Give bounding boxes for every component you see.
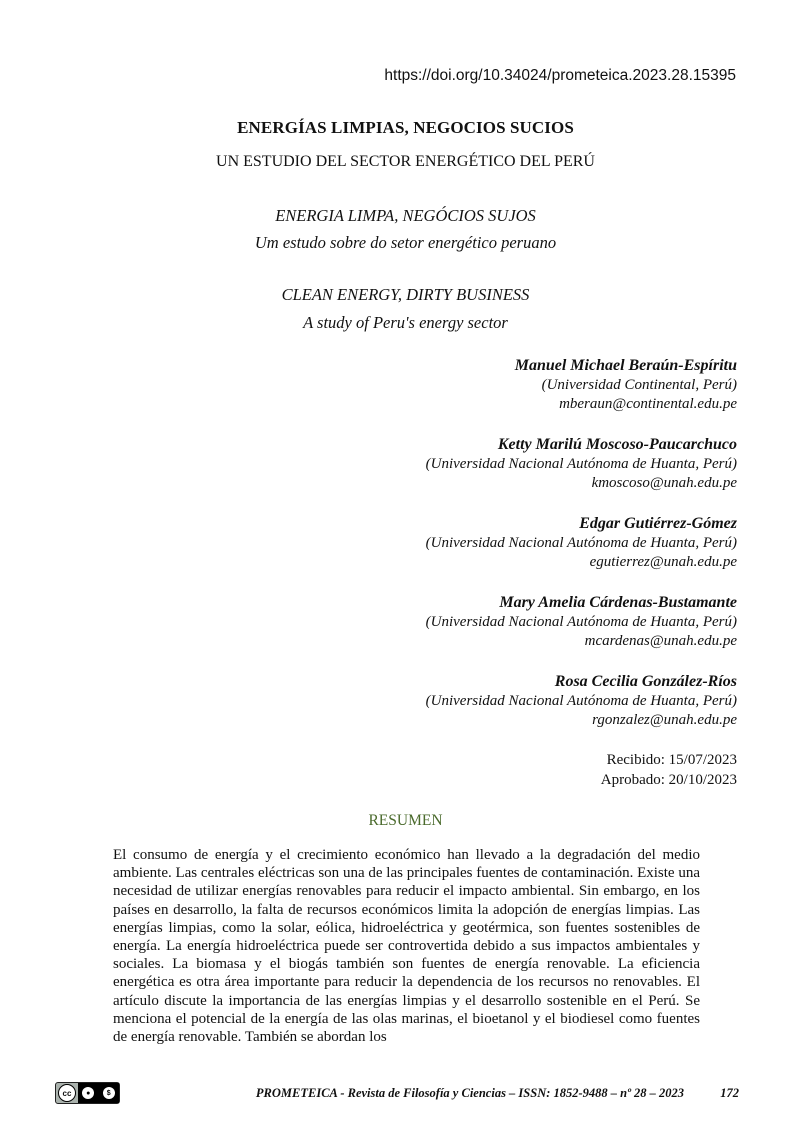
author-email[interactable]: kmoscoso@unah.edu.pe: [591, 475, 737, 491]
author-name: Rosa Cecilia González-Ríos: [554, 673, 737, 690]
author-entry: [426, 593, 737, 651]
author-name: Edgar Gutiérrez-Gómez: [579, 515, 737, 532]
journal-citation: PROMETEICA - Revista de Filosofía y Ciencias – ISSN: 1852-9488 – nº 28 – 2023: [255, 1086, 684, 1100]
cc-logo-icon: cc: [58, 1084, 76, 1102]
page-number: 172: [720, 1086, 739, 1100]
nc-icon: $: [103, 1087, 115, 1099]
subtitle-english: A study of Peru's energy sector: [303, 313, 508, 332]
author-entry: [426, 356, 737, 414]
abstract-text: El consumo de energía y el crecimiento económico han llevado a la degradación del medio ambiente. Las centrales eléctricas son una de las principales fuentes de contaminación. Existe una necesidad de utilizar energías renovables para reducir el impacto ambiental. Sin embargo, en los países en desarrollo, la falta de recursos económicos limita la adopción de energías limpias. Las energías limpias, como la solar, eólica, hidroeléctrica y geotérmica, son fuentes sostenibles de energía. La energía hidroeléctrica puede ser controvertida debido a sus impactos ambientales y sociales. La biomasa y el biogás también son fuentes de energía renovable. La eficiencia energética es otra área importante para reducir la dependencia de los recursos no renovables. El artículo discute la importancia de las energías limpias y el desarrollo sostenible en el Perú. Se menciona el potencial de la energía de las olas marinas, el bioetanol y el biodiesel como fuentes de energía renovable. También se abordan los: [113, 847, 700, 1046]
license-band: [78, 1083, 119, 1103]
author-affiliation: (Universidad Nacional Autónoma de Huanta, Perú): [425, 614, 737, 630]
abstract-heading: RESUMEN: [368, 812, 443, 829]
author-affiliation: (Universidad Nacional Autónoma de Huanta, Perú): [425, 693, 737, 709]
title-spanish: ENERGÍAS LIMPIAS, NEGOCIOS SUCIOS: [237, 118, 574, 137]
author-entry: [426, 514, 737, 572]
author-affiliation: (Universidad Nacional Autónoma de Huanta, Perú): [425, 535, 737, 551]
author-name: Manuel Michael Beraún-Espíritu: [514, 357, 737, 374]
author-entry: [426, 435, 737, 493]
author-list: [426, 356, 737, 751]
doi-link[interactable]: https://doi.org/10.34024/prometeica.2023.28.15395: [384, 67, 736, 84]
author-name: Ketty Marilú Moscoso-Paucarchuco: [497, 436, 737, 453]
page-footer: [55, 1082, 739, 1106]
author-email[interactable]: mberaun@continental.edu.pe: [559, 396, 737, 412]
by-icon: ●: [82, 1087, 94, 1099]
submission-dates: [601, 750, 737, 790]
author-name: Mary Amelia Cárdenas-Bustamante: [499, 594, 737, 611]
received-date: Recibido: 15/07/2023: [606, 752, 737, 768]
author-email[interactable]: mcardenas@unah.edu.pe: [584, 633, 737, 649]
approved-date: Aprobado: 20/10/2023: [600, 772, 737, 788]
subtitle-spanish: UN ESTUDIO DEL SECTOR ENERGÉTICO DEL PERÚ: [216, 153, 595, 170]
author-entry: [426, 672, 737, 730]
subtitle-portuguese: Um estudo sobre do setor energético peruano: [254, 233, 557, 252]
title-portuguese: ENERGIA LIMPA, NEGÓCIOS SUJOS: [275, 206, 536, 225]
author-affiliation: (Universidad Continental, Perú): [541, 377, 737, 393]
cc-by-nc-icon[interactable]: [55, 1082, 120, 1104]
author-email[interactable]: egutierrez@unah.edu.pe: [589, 554, 737, 570]
author-email[interactable]: rgonzalez@unah.edu.pe: [592, 712, 737, 728]
author-affiliation: (Universidad Nacional Autónoma de Huanta, Perú): [425, 456, 737, 472]
title-english: CLEAN ENERGY, DIRTY BUSINESS: [281, 285, 530, 304]
